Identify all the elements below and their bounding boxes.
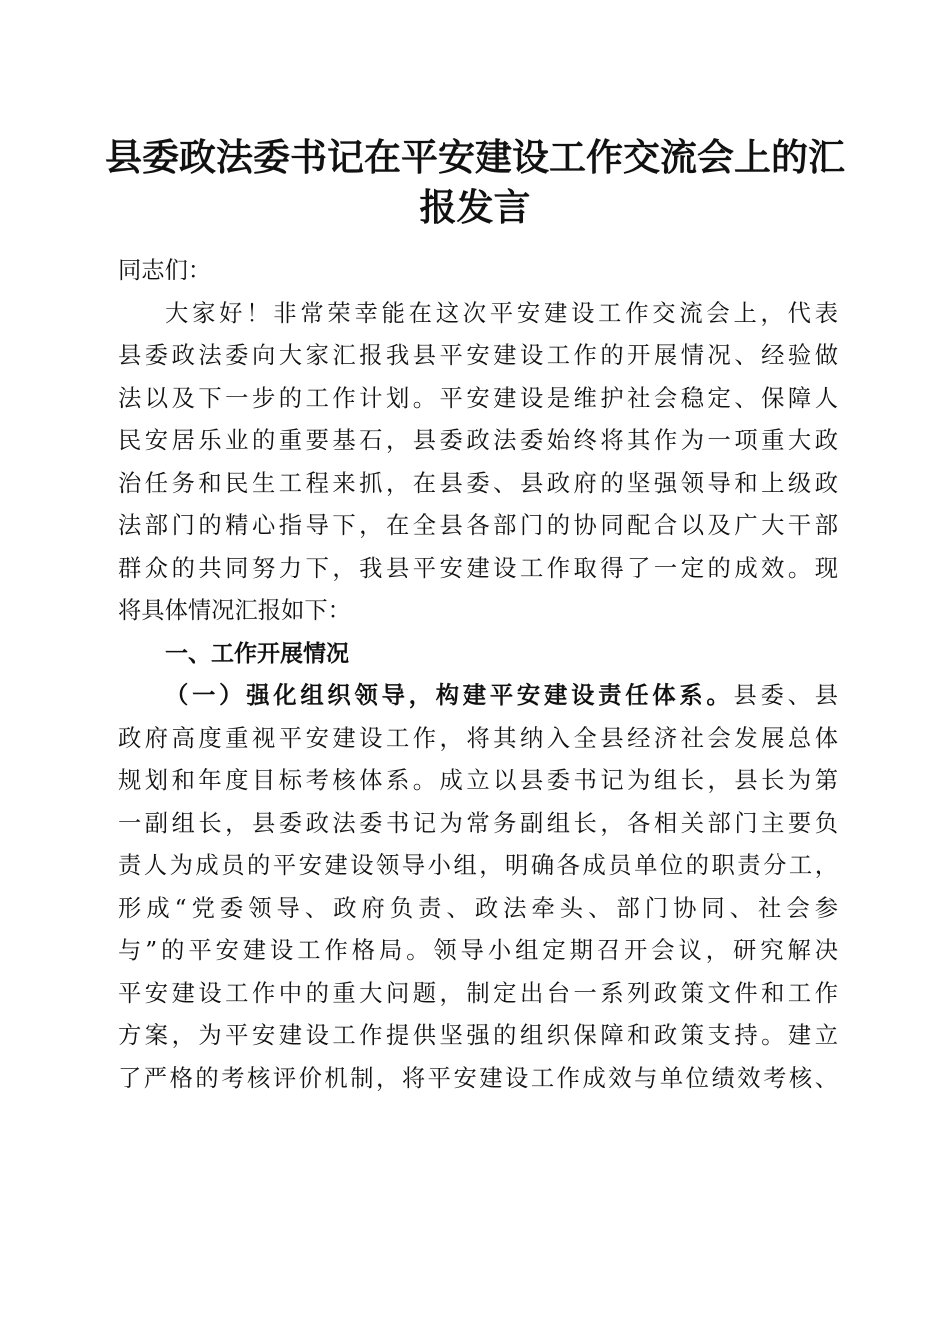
section-heading: 一、工作开展情况	[165, 640, 349, 667]
paragraph-line: 群众的共同努力下，我县平安建设工作取得了一定的成效。现	[118, 554, 838, 582]
paragraph-line: 将具体情况汇报如下：	[118, 597, 351, 624]
paragraph-line: 规划和年度目标考核体系。成立以县委书记为组长，县长为第	[118, 767, 838, 794]
paragraph-line: 形成“党委领导、政府负责、政法牵头、部门协同、社会参	[118, 894, 838, 922]
paragraph-line: 平安建设工作中的重大问题，制定出台一系列政策文件和工作	[118, 979, 838, 1007]
paragraph-line: 方案，为平安建设工作提供坚强的组织保障和政策支持。建立	[118, 1022, 838, 1049]
paragraph-line: 一副组长，县委政法委书记为常务副组长，各相关部门主要负	[118, 809, 838, 837]
title-line-2: 报发言	[419, 185, 531, 229]
paragraph-line: 责人为成员的平安建设领导小组，明确各成员单位的职责分工，	[118, 852, 838, 879]
document-title	[100, 132, 850, 232]
paragraph-line: 大家好！非常荣幸能在这次平安建设工作交流会上，代表	[165, 299, 838, 327]
paragraph-line: 县委政法委向大家汇报我县平安建设工作的开展情况、经验做	[118, 342, 838, 369]
paragraph-line: 法以及下一步的工作计划。平安建设是维护社会稳定、保障人	[118, 384, 838, 412]
paragraph-line: 政府高度重视平安建设工作，将其纳入全县经济社会发展总体	[118, 724, 838, 752]
paragraph-line: 治任务和民生工程来抓，在县委、县政府的坚强领导和上级政	[118, 469, 838, 497]
subsection-first-line-text: 县委、县	[733, 682, 839, 709]
subsection-first-line	[118, 675, 838, 718]
document-body	[118, 250, 838, 1100]
paragraph-line: 民安居乐业的重要基石，县委政法委始终将其作为一项重大政	[118, 427, 838, 454]
title-line-1: 县委政法委书记在平安建设工作交流会上的汇	[105, 135, 845, 179]
paragraph-line: 了严格的考核评价机制，将平安建设工作成效与单位绩效考核、	[118, 1064, 838, 1092]
subsection-heading: （一）强化组织领导，构建平安建设责任体系。	[165, 682, 734, 709]
paragraph-line: 法部门的精心指导下，在全县各部门的协同配合以及广大干部	[118, 512, 838, 539]
paragraph-line: 与”的平安建设工作格局。领导小组定期召开会议，研究解决	[118, 937, 838, 964]
salutation: 同志们：	[118, 257, 212, 284]
